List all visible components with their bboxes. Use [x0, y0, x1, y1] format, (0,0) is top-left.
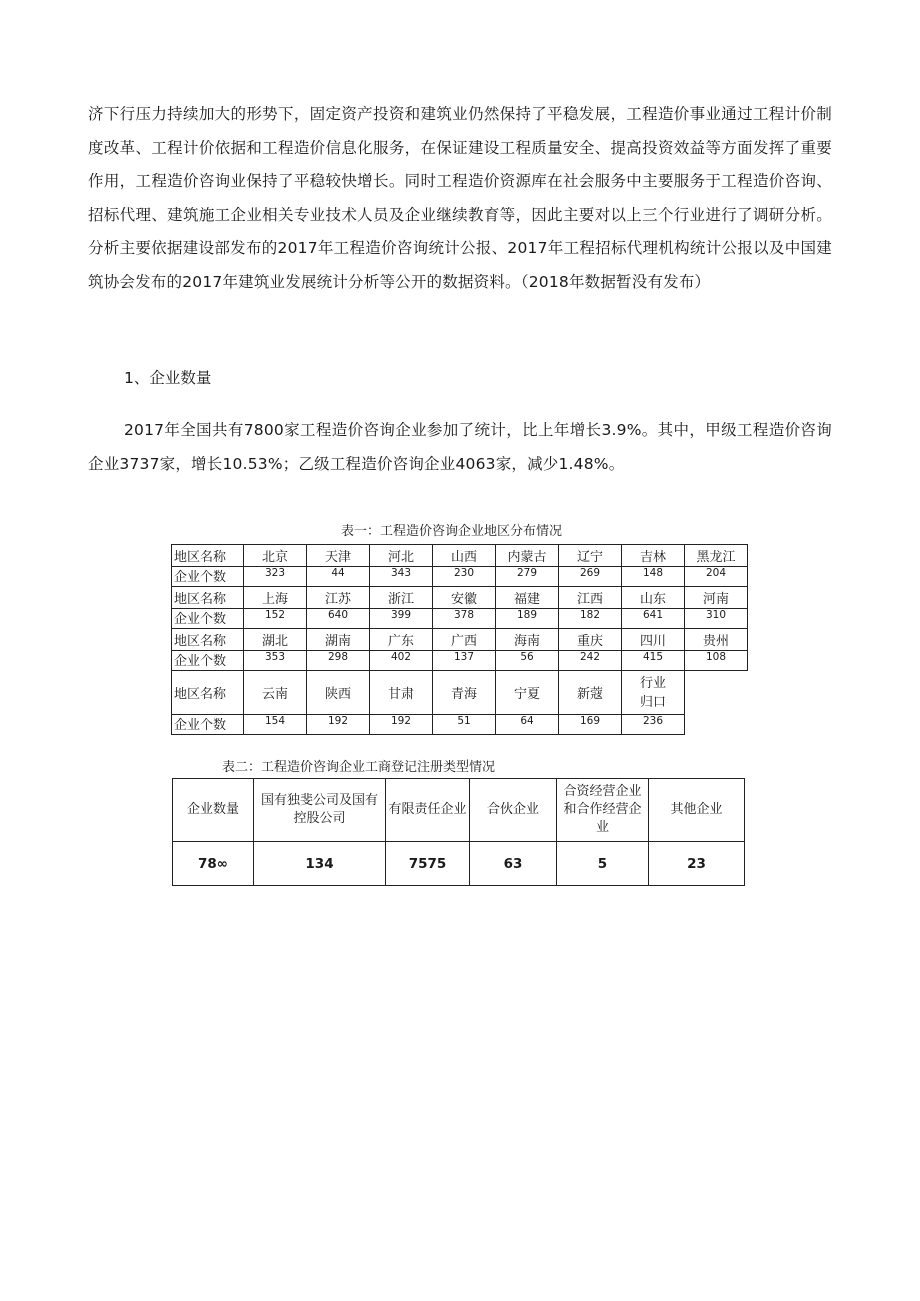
- table-value-cell: 5: [557, 842, 649, 886]
- table-row: [172, 671, 748, 715]
- region-name: 湖南: [307, 629, 370, 651]
- company-count: 640: [307, 609, 370, 629]
- company-count: 242: [559, 651, 622, 671]
- region-name: 行业归口: [622, 671, 685, 715]
- company-count: 269: [559, 567, 622, 587]
- region-name: 广西: [433, 629, 496, 651]
- region-name: 湖北: [244, 629, 307, 651]
- region-name: 四川: [622, 629, 685, 651]
- table-row: [172, 651, 748, 671]
- table-row: [172, 587, 748, 609]
- table-row: [172, 715, 748, 735]
- company-count: 298: [307, 651, 370, 671]
- region-name: 宁夏: [496, 671, 559, 715]
- region-name-label: 地区名称: [172, 671, 244, 715]
- company-count: 56: [496, 651, 559, 671]
- table-value-cell: 7575: [386, 842, 470, 886]
- company-count: 137: [433, 651, 496, 671]
- region-name: 天津: [307, 545, 370, 567]
- region-name: 河南: [685, 587, 748, 609]
- company-count: 204: [685, 567, 748, 587]
- company-count: 189: [496, 609, 559, 629]
- empty-cell: [685, 715, 748, 735]
- company-count: 353: [244, 651, 307, 671]
- region-name: 吉林: [622, 545, 685, 567]
- table-row: [173, 779, 745, 842]
- region-name: 贵州: [685, 629, 748, 651]
- region-name: 云南: [244, 671, 307, 715]
- table-header-cell: 企业数量: [173, 779, 254, 842]
- region-name: 上海: [244, 587, 307, 609]
- company-count: 182: [559, 609, 622, 629]
- table-value-cell: 63: [470, 842, 557, 886]
- section-heading: 1、企业数量: [124, 369, 212, 387]
- region-name: 黑龙江: [685, 545, 748, 567]
- region-name: 海南: [496, 629, 559, 651]
- region-name: 北京: [244, 545, 307, 567]
- table-row: [172, 567, 748, 587]
- company-count: 64: [496, 715, 559, 735]
- table-value-cell: 134: [254, 842, 386, 886]
- company-count-label: 企业个数: [172, 715, 244, 735]
- registration-type-table: [172, 778, 745, 886]
- table-header-cell: 其他企业: [649, 779, 745, 842]
- company-count: 152: [244, 609, 307, 629]
- company-count: 192: [307, 715, 370, 735]
- table-header-cell: 合伙企业: [470, 779, 557, 842]
- company-count: 402: [370, 651, 433, 671]
- table-header-cell: 有限责任企业: [386, 779, 470, 842]
- company-count: 399: [370, 609, 433, 629]
- table-value-cell: 78∞: [173, 842, 254, 886]
- company-count-label: 企业个数: [172, 651, 244, 671]
- region-name: 福建: [496, 587, 559, 609]
- company-count: 44: [307, 567, 370, 587]
- company-count-label: 企业个数: [172, 567, 244, 587]
- company-count-label: 企业个数: [172, 609, 244, 629]
- region-name-label: 地区名称: [172, 629, 244, 651]
- region-name: 山东: [622, 587, 685, 609]
- company-count: 343: [370, 567, 433, 587]
- region-name: 浙江: [370, 587, 433, 609]
- table-row: [172, 629, 748, 651]
- region-name: 江西: [559, 587, 622, 609]
- region-name: 新蔻: [559, 671, 622, 715]
- company-count: 154: [244, 715, 307, 735]
- stats-paragraph: 2017年全国共有7800家工程造价咨询企业参加了统计，比上年增长3.9%。其中，甲级工程造价咨询企业3737家，增长10.53%；乙级工程造价咨询企业4063家，减少1.48%。: [88, 421, 832, 473]
- table-value-cell: 23: [649, 842, 745, 886]
- company-count: 415: [622, 651, 685, 671]
- region-name: 山西: [433, 545, 496, 567]
- region-name: 甘肃: [370, 671, 433, 715]
- intro-paragraph: 济下行压力持续加大的形势下，固定资产投资和建筑业仍然保持了平稳发展，工程造价事业通过工程计价制度改革、工程计价依据和工程造价信息化服务，在保证建设工程质量安全、提高投资效益等方面发挥了重要作用，工程造价咨询业保持了平稳较快增长。同时工程造价资源库在社会服务中主要服务于工程造价咨询、招标代理、建筑施工企业相关专业技术人员及企业继续教育等，因此主要对以上三个行业进行了调研分析。分析主要依据建设部发布的2017年工程造价咨询统计公报、2017年工程招标代理机构统计公报以及中国建筑协会发布的2017年建筑业发展统计分析等公开的数据资料。（2018年数据暂没有发布）: [88, 105, 832, 291]
- company-count: 192: [370, 715, 433, 735]
- table1-caption: 表一：工程造价咨询企业地区分布情况: [341, 524, 563, 539]
- company-count: 279: [496, 567, 559, 587]
- region-name: 江苏: [307, 587, 370, 609]
- company-count: 230: [433, 567, 496, 587]
- region-distribution-table: [171, 544, 748, 735]
- region-name: 内蒙古: [496, 545, 559, 567]
- region-name: 青海: [433, 671, 496, 715]
- region-name: 陕西: [307, 671, 370, 715]
- company-count: 108: [685, 651, 748, 671]
- table-row: [173, 842, 745, 886]
- region-name: 安徽: [433, 587, 496, 609]
- company-count: 148: [622, 567, 685, 587]
- table-row: [172, 545, 748, 567]
- table-header-cell: 国有独斐公司及国有控股公司: [254, 779, 386, 842]
- company-count: 310: [685, 609, 748, 629]
- table-row: [172, 609, 748, 629]
- region-name: 辽宁: [559, 545, 622, 567]
- company-count: 378: [433, 609, 496, 629]
- company-count: 641: [622, 609, 685, 629]
- region-name: 河北: [370, 545, 433, 567]
- company-count: 51: [433, 715, 496, 735]
- table-header-cell: 合资经营企业和合作经营企业: [557, 779, 649, 842]
- region-name-label: 地区名称: [172, 545, 244, 567]
- region-name: 广东: [370, 629, 433, 651]
- region-name-label: 地区名称: [172, 587, 244, 609]
- table2-caption: 表二：工程造价咨询企业工商登记注册类型情况: [222, 760, 496, 775]
- empty-cell: [685, 671, 748, 715]
- company-count: 169: [559, 715, 622, 735]
- region-name: 重庆: [559, 629, 622, 651]
- company-count: 236: [622, 715, 685, 735]
- company-count: 323: [244, 567, 307, 587]
